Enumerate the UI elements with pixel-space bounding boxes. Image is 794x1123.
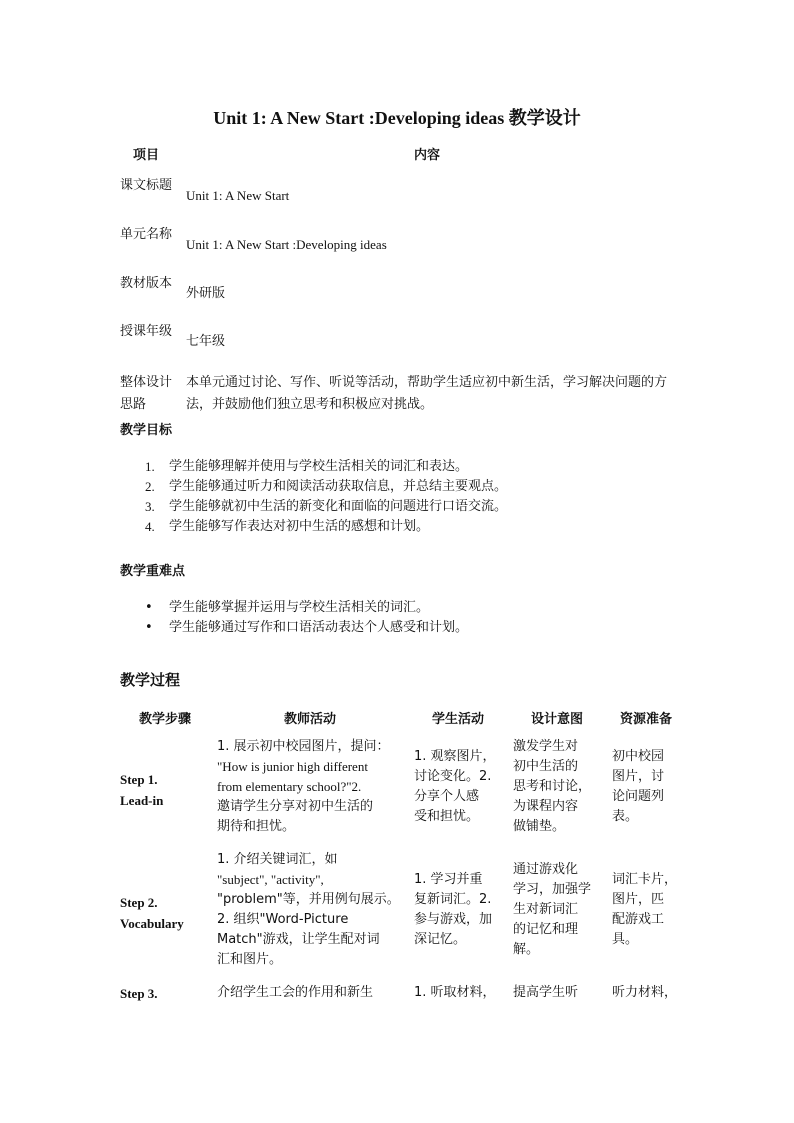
cell-line: 论问题列 [612,789,665,804]
info-key: 整体设计思路 [120,375,173,412]
cell-line: 具。 [612,932,639,947]
list-item [145,618,468,638]
cell-line: 听力材料， [612,985,678,1000]
info-value: 外研版 [186,286,226,301]
info-row [120,321,680,365]
list-text: 学生能够就初中生活的新变化和面临的问题进行口语交流。 [169,499,508,514]
process-intent-cell [513,737,605,837]
list-text: 学生能够掌握并运用与学校生活相关的词汇。 [169,600,430,615]
step-line: Step 2. [120,895,158,910]
process-intent-cell [513,860,605,960]
cell-line: 1. 听取材料， [414,985,496,1000]
list-item [145,517,507,537]
list-item [145,477,507,497]
process-student-cell [414,870,508,950]
process-student-cell [414,747,508,827]
list-item [145,497,507,517]
cell-line: 图片，讨 [612,769,665,784]
cell-line: Match"游戏，让学生配对词 [217,932,380,947]
cell-line: 受和担忧。 [414,809,480,824]
objectives-list [145,457,507,537]
cell-line: 分享个人感 [414,789,480,804]
cell-line: 初中生活的 [513,759,579,774]
process-header-resource: 资源准备 [619,712,672,727]
list-item [145,598,468,618]
cell-line: 生对新词汇 [513,902,579,917]
list-number: 1. [145,459,155,474]
process-header-intent: 设计意图 [530,712,583,727]
cell-line: 表。 [612,809,639,824]
cell-line: from elementary school?"2. [217,779,362,794]
cell-line: 为课程内容 [513,799,579,814]
cell-line: 复新词汇。2. [414,892,492,907]
process-intent-cell [513,983,605,1003]
info-value: 本单元通过讨论、写作、听说等活动，帮助学生适应初中新生活，学习解决问题的方法，并鼓励他们独立思考和积极应对挑战。 [186,375,668,412]
info-row [120,175,680,219]
cell-line: 的记忆和理 [513,922,579,937]
info-key: 课文标题 [120,178,173,193]
info-row [120,224,680,268]
process-step-cell [120,769,210,811]
step-line: Lead-in [120,793,164,808]
info-row [120,372,680,416]
process-header-step: 教学步骤 [138,712,191,727]
cell-line: "problem"等，并用例句展示。 [217,892,400,907]
process-step-cell [120,892,210,934]
info-header-content: 内容 [414,148,441,163]
cell-line: 激发学生对 [513,739,579,754]
list-text: 学生能够通过写作和口语活动表达个人感受和计划。 [169,620,469,635]
process-heading: 教学过程 [120,671,181,689]
info-key: 授课年级 [120,324,173,339]
cell-line: 图片，匹 [612,892,665,907]
process-step-cell [120,983,210,1004]
cell-line: 提高学生听 [513,985,579,1000]
cell-line: 通过游戏化 [513,862,579,877]
cell-line: 期待和担忧。 [217,819,296,834]
cell-line: 1. 学习并重 [414,872,483,887]
process-resource-cell [612,870,686,950]
key-points-list [145,598,468,638]
cell-line: 做铺垫。 [513,819,566,834]
info-header-item: 项目 [133,148,160,163]
process-teacher-cell [217,737,407,837]
cell-line: 1. 展示初中校园图片，提问： [217,739,390,754]
key-points-heading: 教学重难点 [120,564,186,579]
cell-line: 讨论变化。2. [414,769,492,784]
bullet-icon: • [145,620,153,635]
process-resource-cell [612,983,686,1003]
cell-line: 配游戏工 [612,912,665,927]
cell-line: 汇和图片。 [217,952,283,967]
list-number: 4. [145,519,155,534]
cell-line: 词汇卡片， [612,872,678,887]
step-line: Step 3. [120,986,158,1001]
process-teacher-cell [217,850,407,970]
info-key: 教材版本 [120,276,173,291]
step-line: Step 1. [120,772,158,787]
list-text: 学生能够写作表达对初中生活的感想和计划。 [169,519,430,534]
cell-line: "subject", "activity", [217,872,324,887]
process-teacher-cell [217,983,407,1003]
cell-line: 解。 [513,942,540,957]
cell-line: "How is junior high different [217,759,368,774]
list-item [145,457,507,477]
info-key: 单元名称 [120,227,173,242]
process-header-teacher: 教师活动 [283,712,336,727]
list-number: 3. [145,499,155,514]
cell-line: 思考和讨论， [513,779,592,794]
cell-line: 深记忆。 [414,932,467,947]
cell-line: 参与游戏，加 [414,912,493,927]
cell-line: 学习，加强学 [513,882,592,897]
process-header-student: 学生活动 [431,712,484,727]
document-title: Unit 1: A New Start :Developing ideas 教学设计 [213,108,581,128]
cell-line: 1. 观察图片， [414,749,496,764]
cell-line: 邀请学生分享对初中生活的 [217,799,374,814]
info-value: Unit 1: A New Start [186,188,290,203]
info-row [120,273,680,317]
cell-line: 2. 组织"Word-Picture [217,912,349,927]
cell-line: 1. 介绍关键词汇，如 [217,852,338,867]
list-text: 学生能够通过听力和阅读活动获取信息，并总结主要观点。 [169,479,508,494]
list-text: 学生能够理解并使用与学校生活相关的词汇和表达。 [169,459,469,474]
step-line: Vocabulary [120,916,184,931]
process-resource-cell [612,747,686,827]
cell-line: 初中校园 [612,749,665,764]
process-student-cell [414,983,508,1003]
info-value: 七年级 [186,334,226,349]
info-value: Unit 1: A New Start :Developing ideas [186,237,387,252]
cell-line: 介绍学生工会的作用和新生 [217,985,374,1000]
list-number: 2. [145,479,155,494]
bullet-icon: • [145,600,153,615]
objectives-heading: 教学目标 [120,423,173,438]
